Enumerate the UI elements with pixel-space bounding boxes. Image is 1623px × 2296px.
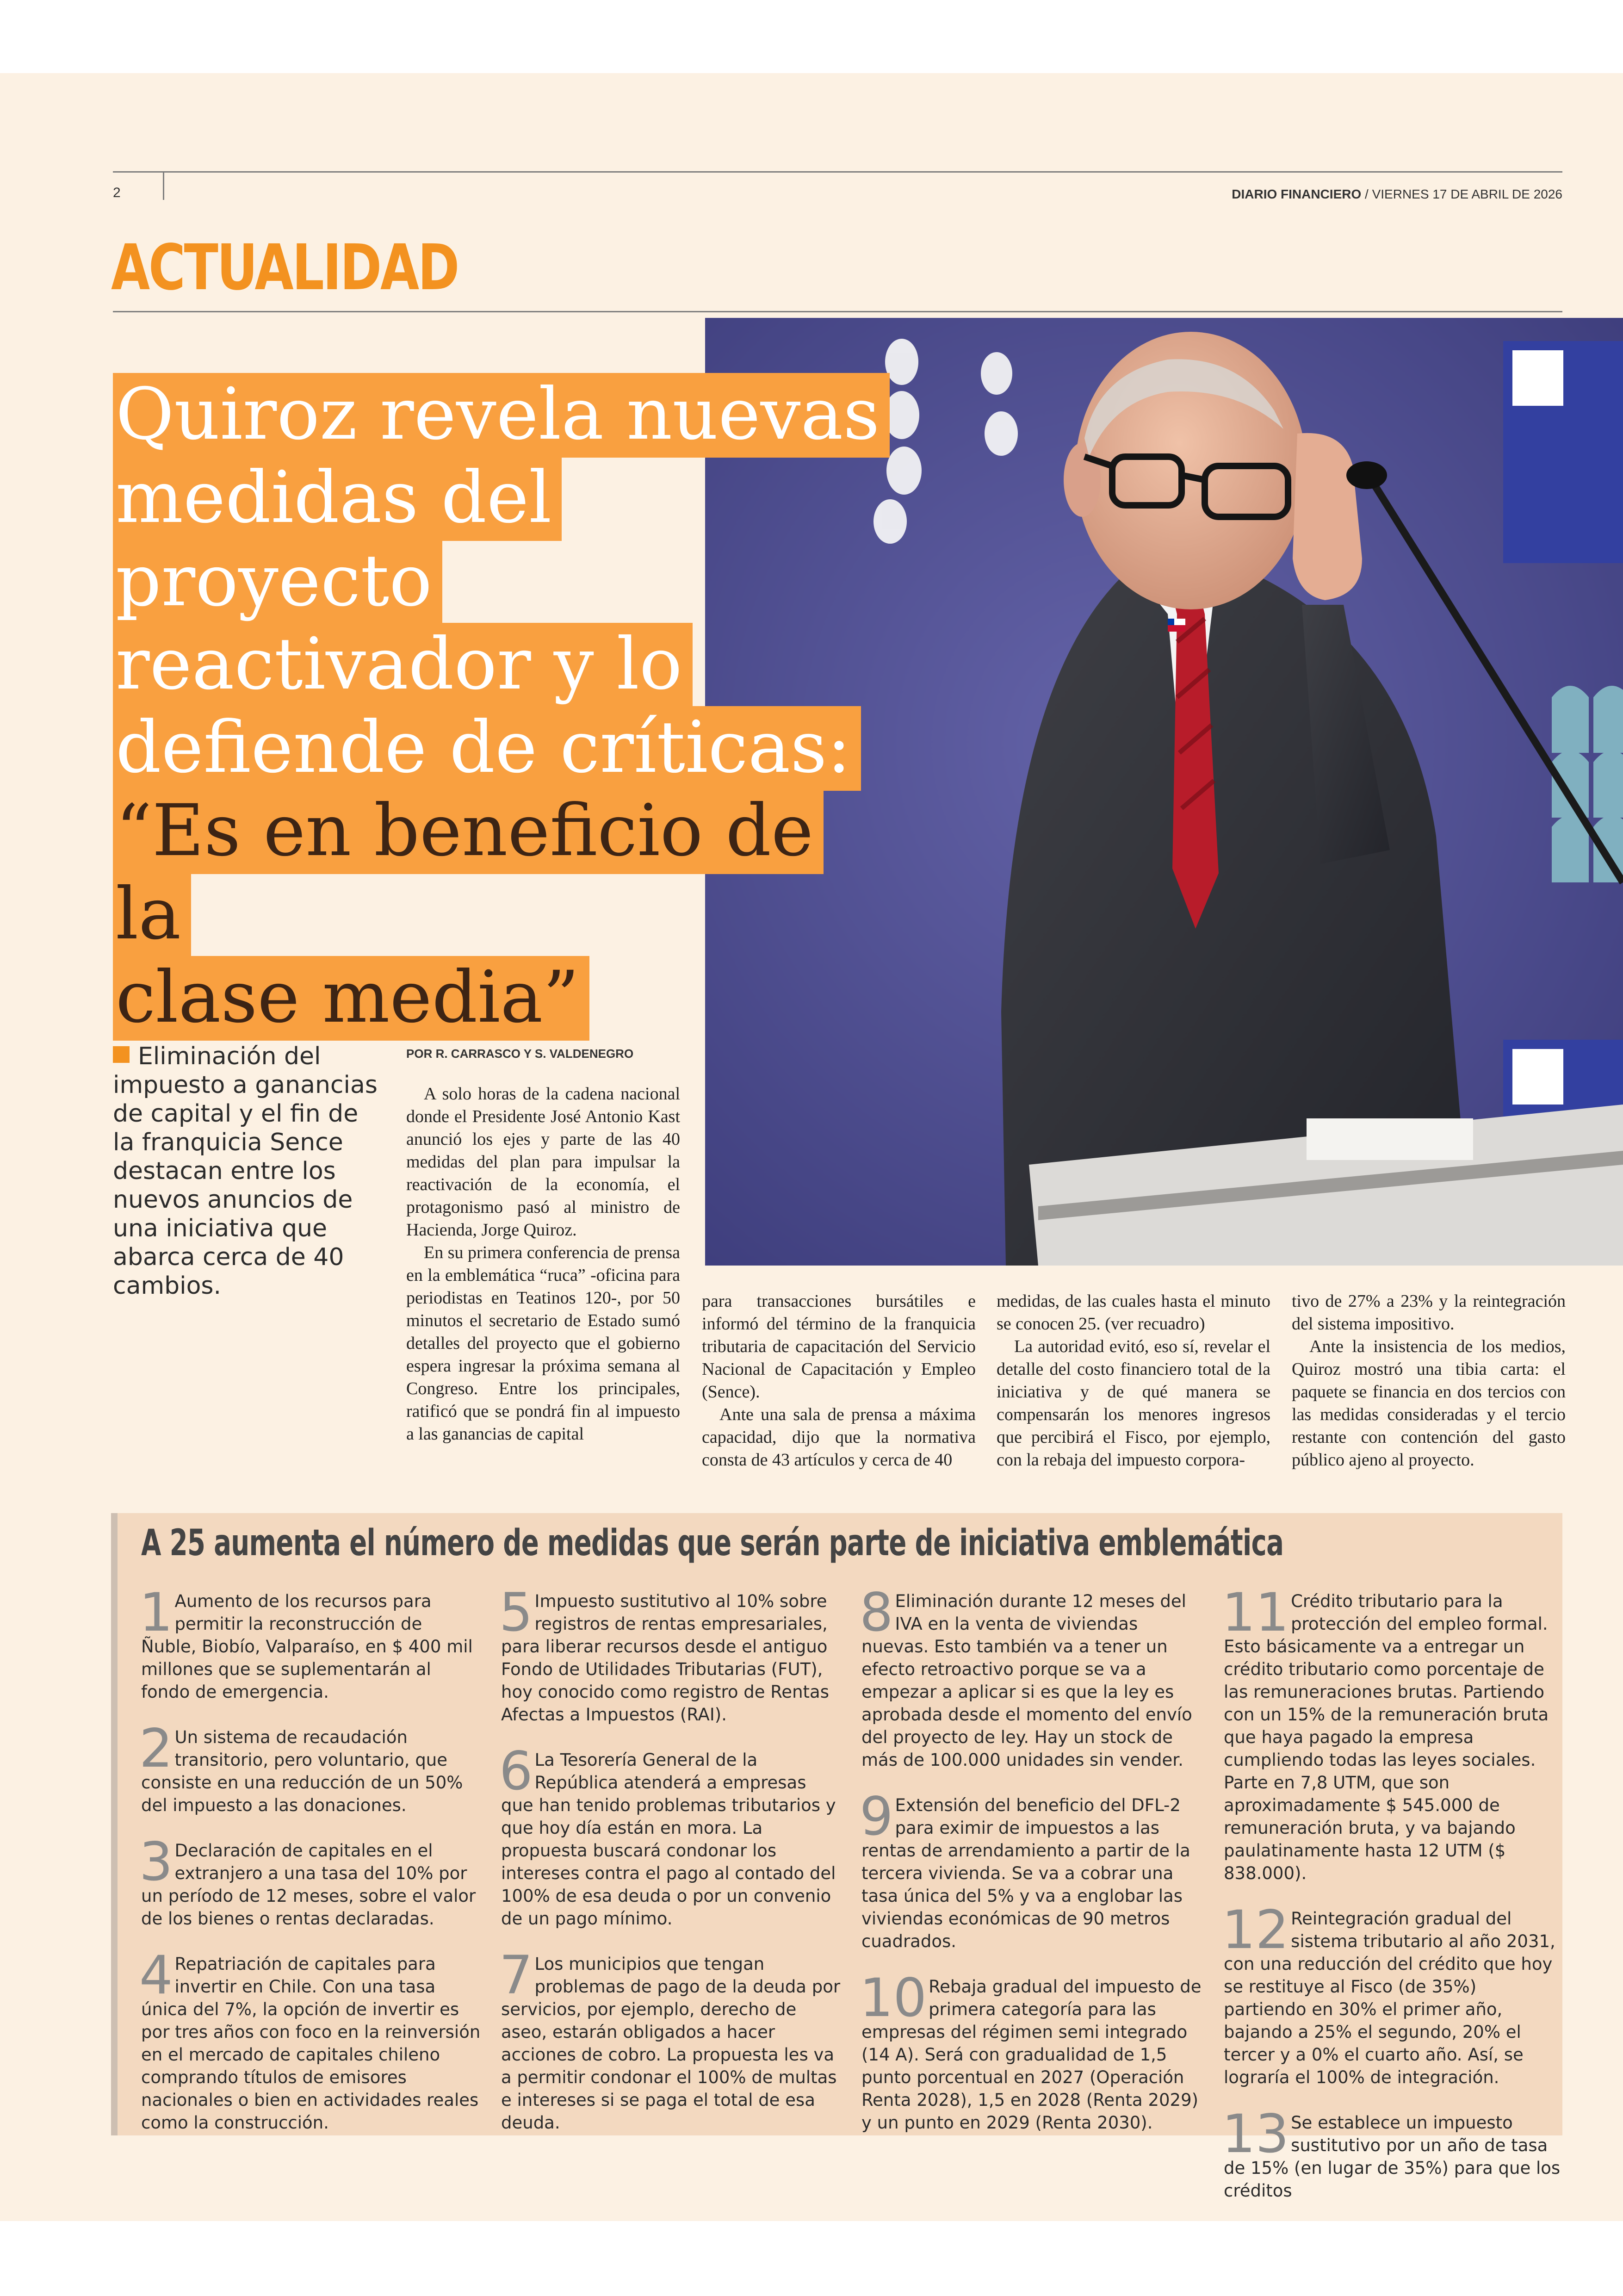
- measure-item: [1222, 1899, 1564, 2089]
- article-paragraph: para transacciones bursátiles e informó del término de la franquicia tributaria de capacitación del Servicio Nacional de Capacitación y Empleo (Sence).: [702, 1291, 976, 1402]
- measure-item: [139, 1582, 481, 1703]
- measure-number: 4: [139, 1944, 173, 2006]
- publication-name: DIARIO FINANCIERO: [1232, 187, 1362, 201]
- measure-text: Extensión del beneficio del DFL-2 para eximir de impuestos a las rentas de arrendamiento a partir de la tercera vivienda. Se va a cobrar una tasa única del 5% y va a englobar las viviendas económicas de 90 metros cuadrados.: [861, 1795, 1190, 1951]
- headline-line-3: reactivador y lo: [113, 623, 693, 707]
- measure-text: Impuesto sustitutivo al 10% sobre registros de rentas empresariales, para liberar recursos desde el antiguo Fondo de Utilidades Tributarias (FUT), hoy conocido como registro de Rentas Afectas a Impuestos (RAI).: [501, 1591, 829, 1725]
- article-paragraph: tivo de 27% a 23% y la reintegración del sistema impositivo.: [1292, 1291, 1566, 1334]
- measure-item: [499, 1582, 841, 1726]
- header-rule-tick: [163, 171, 164, 200]
- summary: [113, 1042, 381, 1300]
- section-title: ACTUALIDAD: [111, 231, 458, 304]
- article-column-3: [997, 1290, 1270, 1471]
- section-rule: [113, 311, 1562, 312]
- measure-text: Crédito tributario para la protección del empleo formal. Esto básicamente va a entregar un crédito tributario como porcentaje de las remuneraciones brutas. Partiendo con un 15% de la remuneración bruta que haya pagado la empresa cumpliendo todas las leyes sociales. Parte en 7,8 UTM, que son aproximadamente $ 545.000 de remuneración bruta, y va bajando paulatinamente hasta 12 UTM ($ 838.000).: [1224, 1591, 1549, 1883]
- measure-item: [499, 1740, 841, 1930]
- header-rule: [113, 171, 1562, 173]
- headline-quote-line-2: clase media”: [113, 956, 589, 1041]
- measure-item: [860, 1582, 1202, 1771]
- measures-column-3: [860, 1582, 1202, 2157]
- measure-number: 2: [139, 1718, 173, 1779]
- measures-box-bar: [111, 1513, 118, 2135]
- measure-text: La Tesorería General de la República atenderá a empresas que han tenido problemas tributarios y que hoy día están en mora. La propuesta buscará condonar los intereses contra el pago al contado del 100% de esa deuda o por un convenio de un pago mínimo.: [501, 1750, 836, 1929]
- measure-item: [139, 1944, 481, 2134]
- article-paragraph: Ante una sala de prensa a máxima capacidad, dijo que la normativa consta de 43 artículos y cerca de 40: [702, 1405, 976, 1470]
- measure-number: 1: [139, 1582, 173, 1643]
- measures-column-2: [499, 1582, 841, 2157]
- measure-text: Eliminación durante 12 meses del IVA en la venta de viviendas nuevas. Esto también va a tener un efecto retroactivo porque se va a empezar a aplicar si es que la ley es aprobada desde el momento del envío del proyecto de ley. Hay un stock de más de 100.000 unidades sin vender.: [861, 1591, 1192, 1770]
- measure-number: 3: [139, 1831, 173, 1893]
- measure-text: Rebaja gradual del impuesto de primera categoría para las empresas del régimen semi integrado (14 A). Será con gradualidad de 1,5 punto porcentual en 2027 (Operación Renta 2028), 1,5 en 2028 (Renta 2029) y un punto en 2029 (Renta 2030).: [861, 1977, 1202, 2133]
- headline-quote-line-1: “Es en beneficio de la: [113, 789, 824, 957]
- byline: POR R. CARRASCO Y S. VALDENEGRO: [406, 1047, 634, 1061]
- measure-item: [860, 1786, 1202, 1953]
- measure-number: 7: [499, 1944, 533, 2006]
- summary-text: Eliminación del impuesto a ganancias de capital y el fin de la franquicia Sence destacan entre los nuevos anuncios de una iniciativa que abarca cerca de 40 cambios.: [113, 1043, 378, 1300]
- measure-number: 6: [499, 1740, 533, 1802]
- measure-text: Los municipios que tengan problemas de pago de la deuda por servicios, por ejemplo, derecho de aseo, estarán obligados a hacer acciones de cobro. La propuesta les va a permitir condonar el 100% de multas e intereses si se paga el total de esa deuda.: [501, 1954, 841, 2133]
- measure-number: 5: [499, 1582, 533, 1643]
- measures-column-4: [1222, 1582, 1564, 2225]
- headline: [113, 373, 899, 1039]
- headline-line-2: medidas del proyecto: [113, 456, 562, 624]
- measure-number: 10: [860, 1967, 927, 2029]
- measure-item: [499, 1944, 841, 2134]
- measure-text: Se establece un impuesto sustitutivo por un año de tasa de 15% (en lugar de 35%) para que los créditos: [1224, 2113, 1561, 2201]
- headline-line-4: defiende de críticas:: [113, 706, 861, 791]
- article-paragraph: En su primera conferencia de prensa en la emblemática “ruca” -oficina para periodistas en Teatinos 120-, por 50 minutos el secretario de Estado sumó detalles del proyecto que el gobierno espera ingresar la próxima semana al Congreso. Entre los principales, ratificó que se pondrá fin al impuesto a las ganancias de capital: [406, 1243, 680, 1444]
- measure-item: [1222, 1582, 1564, 1885]
- measure-number: 11: [1222, 1582, 1289, 1643]
- article-column-1: [406, 1083, 680, 1446]
- measure-number: 9: [860, 1786, 893, 1847]
- measure-text: Aumento de los recursos para permitir la reconstrucción de Ñuble, Biobío, Valparaíso, en $ 400 mil millones que se suplementarán al fondo de emergencia.: [141, 1591, 473, 1702]
- summary-bullet-icon: [113, 1046, 130, 1063]
- measure-item: [860, 1967, 1202, 2134]
- measure-text: Reintegración gradual del sistema tributario al año 2031, con una reducción del crédito que hoy se restituye al Fisco (de 35%) partiendo en 30% el primer año, bajando a 25% el segundo, 20% el tercer y a 0% el cuarto año. Así, se lograría el 100% de integración.: [1224, 1909, 1555, 2087]
- article-column-4: [1292, 1290, 1566, 1471]
- article-paragraph: A solo horas de la cadena nacional donde el Presidente José Antonio Kast anunció los ejes y parte de las 40 medidas del plan para impulsar la reactivación de la economía, el protagonismo pasó al ministro de Hacienda, Jorge Quiroz.: [406, 1084, 680, 1240]
- headline-line-1: Quiroz revela nuevas: [113, 373, 890, 458]
- measure-number: 12: [1222, 1899, 1289, 1961]
- article-paragraph: medidas, de las cuales hasta el minuto se conocen 25. (ver recuadro): [997, 1291, 1270, 1334]
- article-column-2: [702, 1290, 976, 1471]
- measure-item: [139, 1831, 481, 1930]
- article-paragraph: La autoridad evitó, eso sí, revelar el detalle del costo financiero total de la iniciativa y de qué manera se compensarán los menores ingresos que percibirá el Fisco, por ejemplo, con la rebaja del impuesto corpora-: [997, 1337, 1270, 1470]
- issue-date: / VIERNES 17 DE ABRIL DE 2026: [1361, 187, 1562, 201]
- masthead: [1232, 187, 1562, 202]
- measure-text: Repatriación de capitales para invertir en Chile. Con una tasa única del 7%, la opción de invertir es por tres años con foco en la reinversión en el mercado de capitales chileno comprando títulos de emisores nacionales o bien en actividades reales como la construcción.: [141, 1954, 481, 2133]
- measures-column-1: [139, 1582, 481, 2157]
- article-paragraph: Ante la insistencia de los medios, Quiroz mostró una tibia carta: el paquete se financia en dos tercios con las medidas consideradas y el tercio restante con contención del gasto público ajeno al proyecto.: [1292, 1337, 1566, 1470]
- measure-item: [139, 1718, 481, 1817]
- measure-number: 13: [1222, 2103, 1289, 2165]
- page-number: 2: [113, 185, 121, 200]
- measure-text: Un sistema de recaudación transitorio, pero voluntario, que consiste en una reducción de un 50% del impuesto a las donaciones.: [141, 1727, 463, 1815]
- measure-item: [1222, 2103, 1564, 2202]
- measure-number: 8: [860, 1582, 893, 1643]
- measures-box-title: A 25 aumenta el número de medidas que serán parte de iniciativa emblemática: [141, 1522, 1284, 1564]
- measure-text: Declaración de capitales en el extranjero a una tasa del 10% por un período de 12 meses, sobre el valor de los bienes o rentas declaradas.: [141, 1841, 476, 1929]
